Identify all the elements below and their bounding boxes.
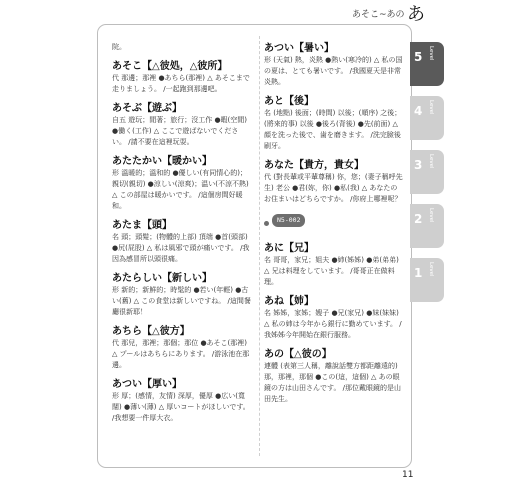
entry [264,242,404,288]
entry-definition: 名 (地點) 後面；(時間) 以後；(順序) 之後；(將來的事) 以後 ●後ろ(背後) ●先(前面) △ 顔を洗った後で、歯を磨きます。 /洗完臉後刷牙。 [264,109,402,150]
left-column [112,42,252,431]
entry-headword: あに【兄】 [264,243,314,254]
entry-headword: あそこ【△彼処，△彼所】 [112,61,228,72]
entry-definition: 名 頭；頭髮；(物體的上部) 頂端 ●首(頭部) ●尻(屁股) △ 私は風邪で頭が痛いです。 /我因為感冒所以頭很痛。 [112,233,250,263]
entry-definition: 形 新的；新鮮的；時髦的 ●若い(年輕) ●古い(舊) △ この食堂は新しいですね。 /這間餐廳很新耶！ [112,286,251,316]
section-badge-row [264,212,404,235]
entry [112,102,252,148]
entry-headword: あね【姉】 [264,296,314,307]
entry-headword: あつい【暑い】 [264,43,334,54]
entry-definition: 形 (天氣) 熱，炎熱 ●熱い(寒冷的) △ 私の国の夏は、とても暑いです。 /我國夏天是非常炎熱。 [264,56,403,86]
entry [112,60,252,95]
level-number: 3 [414,158,423,172]
level-label: Level [428,100,434,115]
level-number: 5 [414,50,423,64]
level-label: Level [428,262,434,277]
bullet-icon [264,221,269,226]
entry [264,295,404,341]
entry-definition: 代 (對長輩或平輩尊稱) 你，您；(妻子稱呼先生) 老公 ●君(妳，你) ●私(我) △ あなたのお住まいはどちらですか。 /你府上哪裡呢？ [264,173,403,203]
entry-definition: 自五 遊玩；閒著；旅行；沒工作 ●暇(空閒) ●働く(工作) △ ここで遊ばないでください。 /請不要在這裡玩耍。 [112,116,248,146]
level-tab-3[interactable] [410,150,444,194]
entry-definition: 院。 [112,43,126,51]
entry-headword: あなた【貴方，貴女】 [264,160,364,171]
entry-headword: あたらしい【新しい】 [112,273,212,284]
level-tab-1[interactable] [410,258,444,302]
entry-headword: あちら【△彼方】 [112,326,190,337]
entry-headword: あたま【頭】 [112,220,172,231]
header-range: あそこ~あの [352,10,405,20]
entry-definition: 形 溫暖的；溫和的 ●優しい(有同情心的)；親切(親切) ●涼しい(涼爽)；温い(不涼不熱) △ この部屋は暖かいです。 /這個房間好暖和。 [112,169,249,210]
entry [264,348,404,405]
level-label: Level [428,154,434,169]
entry [264,159,404,205]
entry [112,325,252,371]
entry-definition: 代 那兒，那裡；那個；那位 ●あそこ(那裡) △ プールはあちらにあります。 /游泳池在那邊。 [112,339,250,369]
entry-continuation [112,42,252,53]
level-label: Level [428,46,434,61]
entry-headword: あつい【厚い】 [112,379,182,390]
entry-definition: 連體 (表第三人稱，離說話雙方都距離遠的) 那，那裡，那個 ●この(這，這個) △ あの眼鏡の方は山田さんです。 /那位戴眼鏡的是山田先生。 [264,362,402,403]
entry [112,219,252,265]
entry-headword: あそぶ【遊ぶ】 [112,103,182,114]
entry-definition: 名 哥哥，家兄；姐夫 ●姉(姊姊) ●弟(弟弟) △ 兄は料理をしています。 /哥哥正在做料理。 [264,256,399,286]
level-tab-4[interactable] [410,96,444,140]
level-number: 1 [414,266,423,280]
entry-definition: 形 厚；(感情，友情) 深厚，優厚 ●広い(寬闊) ●薄い(薄) △ 厚いコートがほしいです。 /我想要一件厚大衣。 [112,392,250,422]
level-tab-2[interactable] [410,204,444,248]
entry [112,378,252,424]
entry-definition: 代 那邊；那裡 ●あちら(那裡) △ あそこまで走りましょう。 /一起跑到那邊吧。 [112,74,250,93]
section-badge: N5-002 [272,214,305,227]
entry-headword: あの【△彼の】 [264,349,332,360]
column-divider [259,36,260,456]
level-label: Level [428,208,434,223]
level-number: 4 [414,104,423,118]
header-kana: あ [407,4,425,25]
entry [112,272,252,318]
level-tab-5[interactable] [410,42,444,86]
entry [264,95,404,152]
entry [264,42,404,88]
page-number: 11 [402,470,414,480]
entry-headword: あと【後】 [264,96,314,107]
level-number: 2 [414,212,423,226]
entry-headword: あたたかい【暖かい】 [112,156,212,167]
right-column [264,42,404,412]
entry-definition: 名 姊姊，家姊；嫂子 ●兄(家兄) ●妹(妹妹) △ 私の姉は今年から銀行に勤めています。 /我姊姊今年開始在銀行服務。 [264,309,402,339]
entry [112,155,252,212]
